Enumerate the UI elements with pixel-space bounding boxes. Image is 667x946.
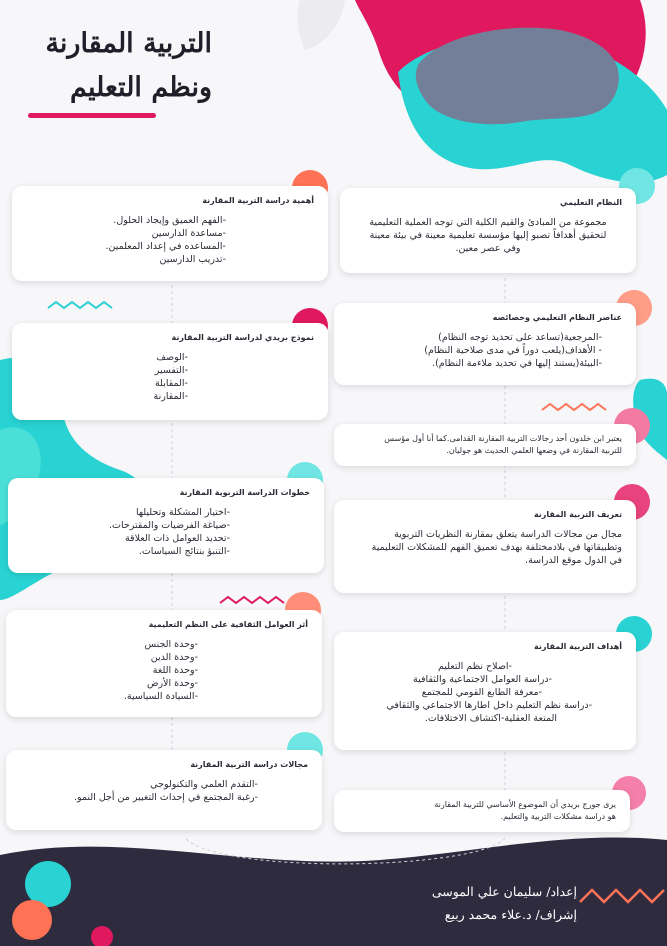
card-title: أهداف التربية المقارنة [534,642,622,651]
card-body: مجال من مجالات الدراسة يتعلق بمقارنة النظريات التربوية وتطبيقاتها في بلادمختلفة بهدف تعميق الفهم للمشكلات التعليمية في الدول موقع الدراسة. [371,529,622,566]
card-title: النظام التعليمي [560,198,622,207]
card-title: أثر العوامل الثقافية على النظم التعليمية [148,620,308,629]
card-title: أهمية دراسة التربية المقارنة [202,196,314,205]
card-title: مجالات دراسة التربية المقارنة [190,760,308,769]
card-body: -اختيار المشكلة وتحليلها -صياغة الفرضيات والمقترحات. -تحديد العوامل ذات العلاقة -التنبؤ بنتائج السياسات. [109,507,230,557]
card-educational-system [340,188,636,273]
zigzag-cyan [48,302,112,308]
card-cultural-factors [6,610,322,717]
light-grey-blob [297,0,345,50]
card-bereday-topic [334,790,630,832]
card-body: -المرجعية(تساعد على تحديد توجه النظام) - الأهداف(يلعب دوراً في مدى صلاحية النظام) -البيئة(يستند إليها في تحديد ملاءمة النظام). [424,332,602,369]
card-body: -الفهم العميق وإيجاد الحلول. -مساعدة الدارسين -المساعده في إعداد المعلمين. -تدريب الدارسين [105,215,226,265]
card-bereday-model [12,323,328,420]
card-title: خطوات الدراسة التربوية المقارنة [179,488,310,497]
card-fields [6,750,322,830]
card-body: يعتبر ابن خلدون أحد رجالات التربية المقارنة القدامى.كما أنا أول مؤسس للتربية المقارنة في وضعها العلمي الحديث هو جوليان. [384,434,622,455]
footer-supervised-by: إشراف/ د.علاء محمد ربيع [444,907,577,922]
coral-circle [12,900,52,940]
card-body: -التقدم العلمي والتكنولوجي -رغبة المجتمع في إحداث التغيير من أجل النمو. [73,779,258,803]
card-definition [334,500,636,593]
card-objectives [334,632,636,750]
title-underline [28,113,156,118]
title-line-2: ونظم التعليم [69,72,212,103]
card-body: -وحدة الجنس -وحدة الدين -وحدة اللغة -وحدة الأرض -السيادة السياسية. [123,639,198,702]
card-body: مجموعة من المبادئ والقيم الكلية التي توجه العملية التعليمية لتحقيق أهدافاً تصبو إليها مؤسسة تعليمية معينة في بيئة معينة وفي عصر معين. [369,217,607,254]
title-line-1: التربية المقارنة [45,28,212,59]
card-steps [8,478,324,573]
card-body: -اصلاح نظم التعليم -دراسة العوامل الاجتماعية والثقافية -معرفة الطابع القومي للمجتمع -دراسة نظم التعليم داخل اطارها الاجتماعي والثقافي المتعة العقلية-اكتشاف الاختلافات. [386,661,592,724]
card-title: نموذج بريدي لدراسة التربية المقارنة [171,333,314,342]
zigzag-coral [542,404,606,410]
page-title [22,22,212,110]
card-elements [334,303,636,385]
card-importance [12,186,328,281]
card-body: يرى جورج بريدي أن الموضوع الأساسي للتربية المقارنة هو دراسة مشكلات التربية والتعليم. [434,800,616,821]
zigzag-pink [220,597,284,603]
footer-prepared-by: إعداد/ سليمان علي الموسى [431,884,577,899]
card-body: -الوصف -التفسير -المقابلة -المقارنة [153,352,188,402]
card-ibn-khaldoun [334,424,636,466]
card-title: تعريف التربية المقارنة [533,510,622,519]
card-title: عناصر النظام التعليمي وخصائصه [492,313,622,322]
